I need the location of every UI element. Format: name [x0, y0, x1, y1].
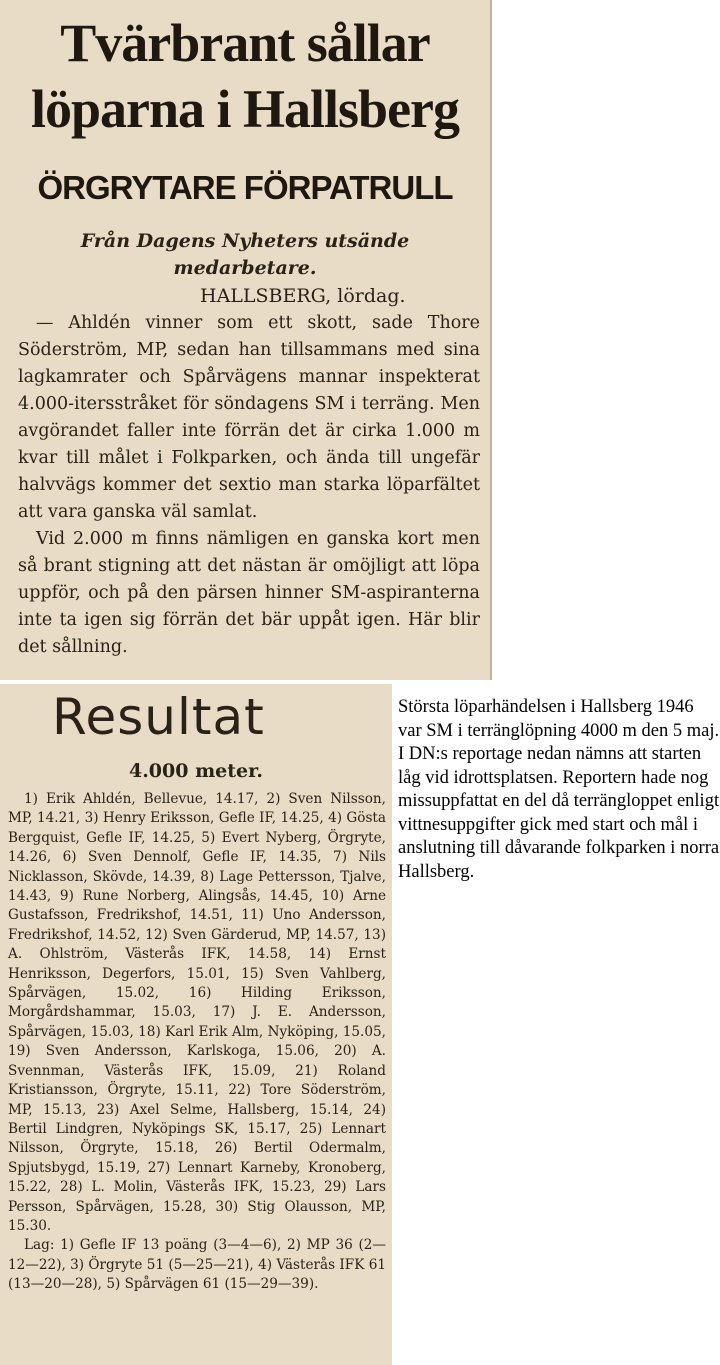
subheadline: ÖRGRYTARE FÖRPATRULL [37, 169, 453, 206]
newspaper-clipping-article [0, 0, 492, 680]
caption-line2: I DN:s reportage nedan nämns att starten låg vid idrottsplatsen. Reportern hade nog missuppfattat en del då terrängloppet enligt vittnesuppgifter gick med start och mål i anslutning till dåvarande folkparken i norra Hallsberg. [398, 744, 720, 882]
results-individual: 1) Erik Ahldén, Bellevue, 14.17, 2) Sven Nilsson, MP, 14.21, 3) Henry Eriksson, Gefle IF, 14.25, 4) Gösta Bergquist, Gefle IF, 14.25, 5) Evert Nyberg, Örgryte, 14.26, 6) Sven Dennolf, Gefle IF, 14.35, 7) Nils Nicklasson, Skövde, 14.39, 8) Lage Pettersson, Tjalve, 14.43, 9) Rune Norberg, Alingsås, 14.45, 10) Arne Gustafsson, Fredrikshof, 14.51, 11) Uno Andersson, Fredrikshof, 14.52, 12) Sven Gärderud, MP, 14.57, 13) A. Ohlström, Västerås IFK, 14.58, 14) Ernst Henriksson, Degerfors, 15.01, 15) Sven Vahlberg, Spårvägen, 15.02, 16) Hilding Eriksson, Morgårdshammar, 15.03, 17) J. E. Andersson, Spårvägen, 15.03, 18) Karl Erik Alm, Nyköping, 15.05, 19) Sven Andersson, Karlskoga, 15.06, 20) A. Svennman, Västerås IFK, 15.09, 21) Roland Kristiansson, Örgryte, 15.11, 22) Tore Söderström, MP, 15.13, 23) Axel Selme, Hallsberg, 15.14, 24) Bertil Lindgren, Nyköpings SK, 15.17, 25) Lennart Nilsson, Örgryte, 15.18, 26) Bertil Odermalm, Spjutsbygd, 15.19, 27) Lennart Karneby, Kronoberg, 15.22, 28) L. Molin, Västerås IFK, 15.23, 29) Lars Persson, Spårvägen, 15.28, 30) Stig Olausson, MP, 15.30. [8, 791, 386, 1234]
headline-line1: Tvärbrant sållar [60, 13, 430, 73]
results-title: Resultat [52, 688, 265, 746]
caption-line1: Största löparhändelsen i Hallsberg 1946 var SM i terränglöpning 4000 m den 5 maj. [398, 697, 720, 741]
byline: Från Dagens Nyheters utsände medarbetare. [80, 230, 410, 279]
caption-text [398, 696, 720, 884]
dateline: HALLSBERG, lördag. [200, 285, 406, 307]
headline-line2: löparna i Hallsberg [30, 79, 460, 139]
article-paragraph: — Ahldén vinner som ett skott, sade Thore Söderström, MP, sedan han tillsammans med sina lagkamrater och Spårvägens mannar inspekterat 4.000-itersstråket för söndagens SM i terräng. Men avgörandet faller inte förrän det är cirka 1.000 m kvar till målet i Folkparken, och ända till ungefär halvvägs kommer det sextio man starka löparfältet att vara ganska väl samlat. [18, 313, 480, 522]
results-event: 4.000 meter. [128, 760, 264, 782]
results-body [8, 790, 386, 1295]
article-paragraph: Vid 2.000 m finns nämligen en ganska kort men så brant stigning att det nästan är omöjligt att löpa uppför, och på den pärsen hinner SM-aspiranterna inte ta igen sig förrän det bär uppåt igen. Här blir det sållning. [18, 529, 480, 657]
article-body [18, 310, 480, 661]
results-team: Lag: 1) Gefle IF 13 poäng (3—4—6), 2) MP 36 (2—12—22), 3) Örgryte 51 (5—25—21), 4) Västerås IFK 61 (13—20—28), 5) Spårvägen 61 (15—29—39). [8, 1237, 386, 1293]
